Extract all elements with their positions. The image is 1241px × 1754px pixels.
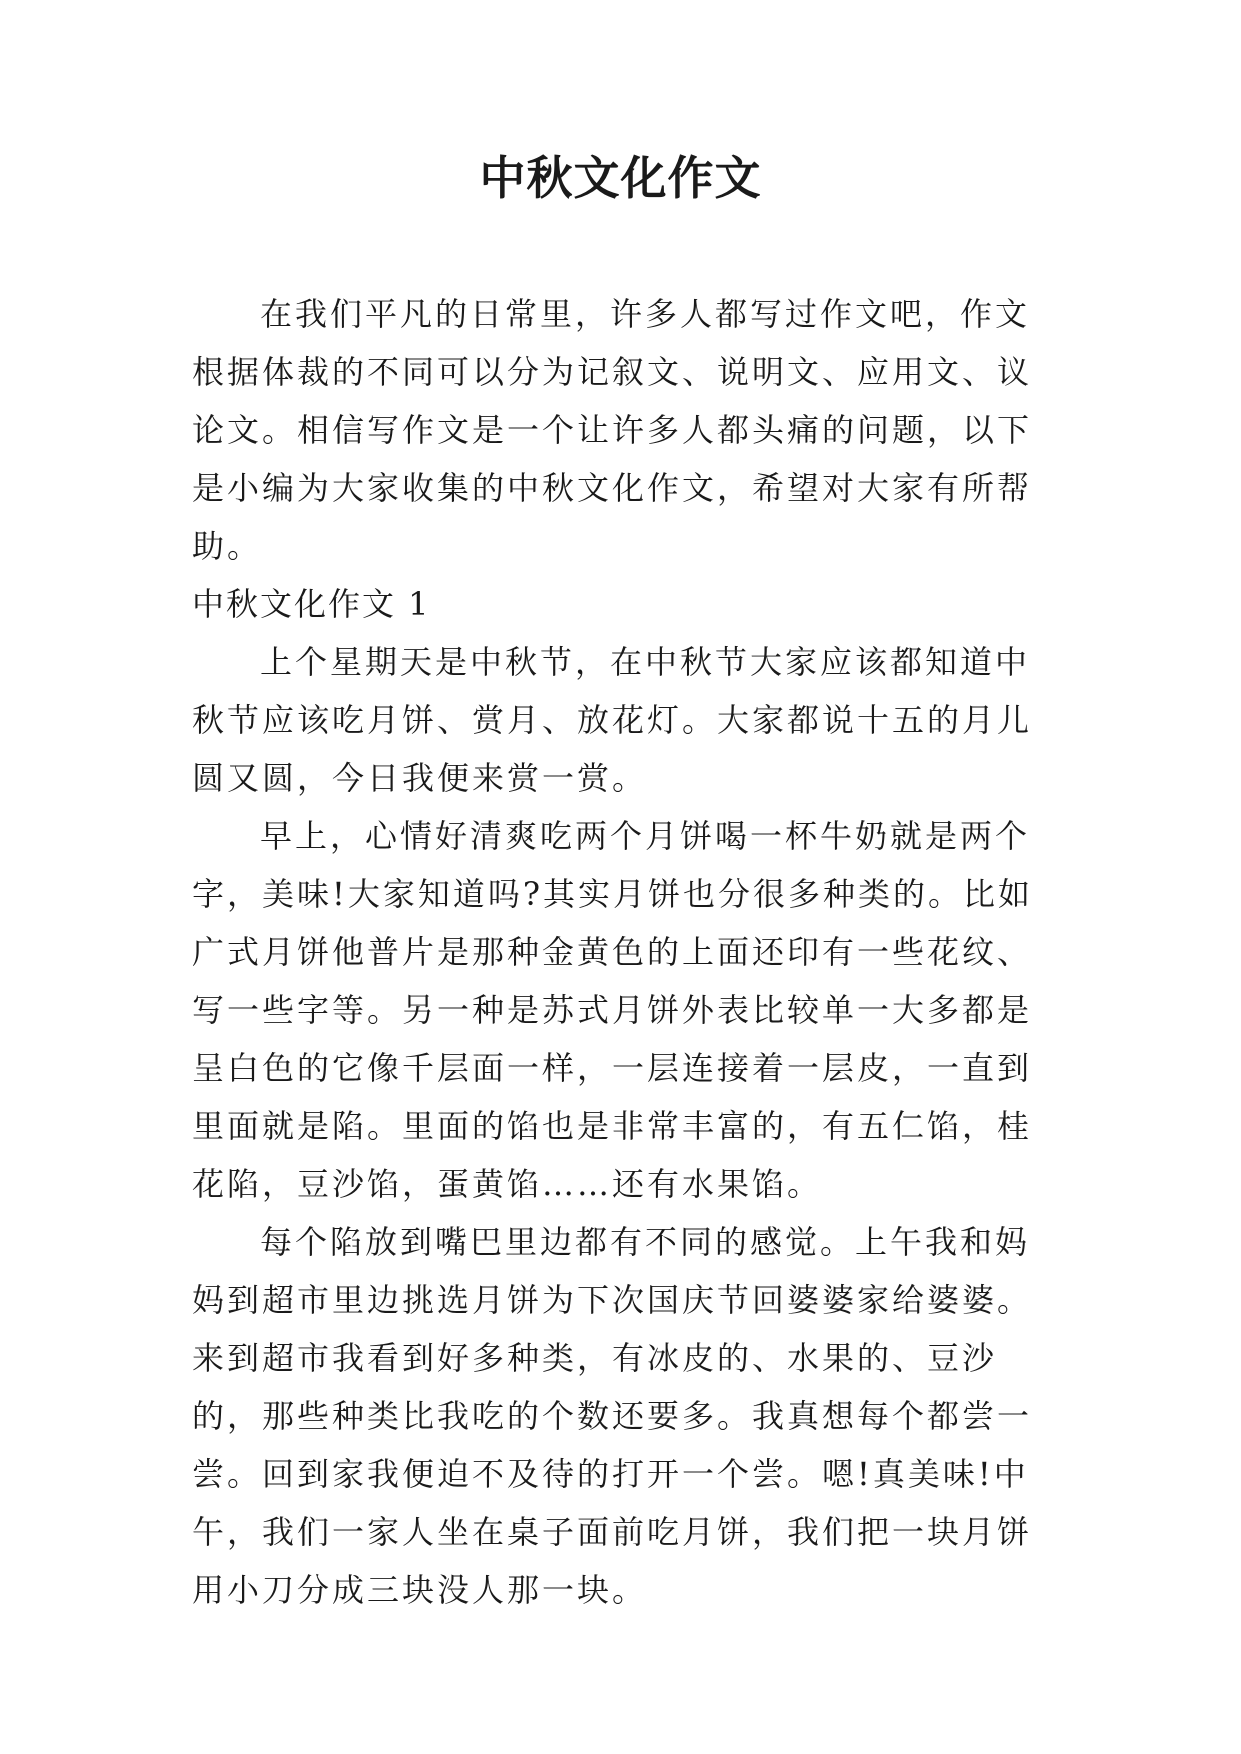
intro-paragraph: 在我们平凡的日常里，许多人都写过作文吧，作文根据体裁的不同可以分为记叙文、说明文、应用文、议论文。相信写作文是一个让许多人都头痛的问题，以下是小编为大家收集的中秋文化作文，希望对大家有所帮助。	[192, 295, 1033, 565]
body-paragraph-3: 每个陷放到嘴巴里边都有不同的感觉。上午我和妈妈到超市里边挑选月饼为下次国庆节回婆婆家给婆婆。来到超市我看到好多种类，有冰皮的、水果的、豆沙的，那些种类比我吃的个数还要多。我真想每个都尝一尝。回到家我便迫不及待的打开一个尝。嗯!真美味!中午，我们一家人坐在桌子面前吃月饼，我们把一块月饼用小刀分成三块没人那一块。	[192, 1223, 1033, 1609]
section-heading: 中秋文化作文 1	[192, 585, 431, 623]
body-paragraph-1: 上个星期天是中秋节，在中秋节大家应该都知道中秋节应该吃月饼、赏月、放花灯。大家都说十五的月儿圆又圆，今日我便来赏一赏。	[192, 643, 1033, 797]
document-title: 中秋文化作文	[479, 151, 762, 205]
body-paragraph-2: 早上，心情好清爽吃两个月饼喝一杯牛奶就是两个字，美味!大家知道吗?其实月饼也分很多种类的。比如广式月饼他普片是那种金黄色的上面还印有一些花纹、写一些字等。另一种是苏式月饼外表比较单一大多都是呈白色的它像千层面一样，一层连接着一层皮，一直到里面就是陷。里面的馅也是非常丰富的，有五仁馅，桂花陷，豆沙馅，蛋黄馅……还有水果馅。	[192, 817, 1034, 1203]
